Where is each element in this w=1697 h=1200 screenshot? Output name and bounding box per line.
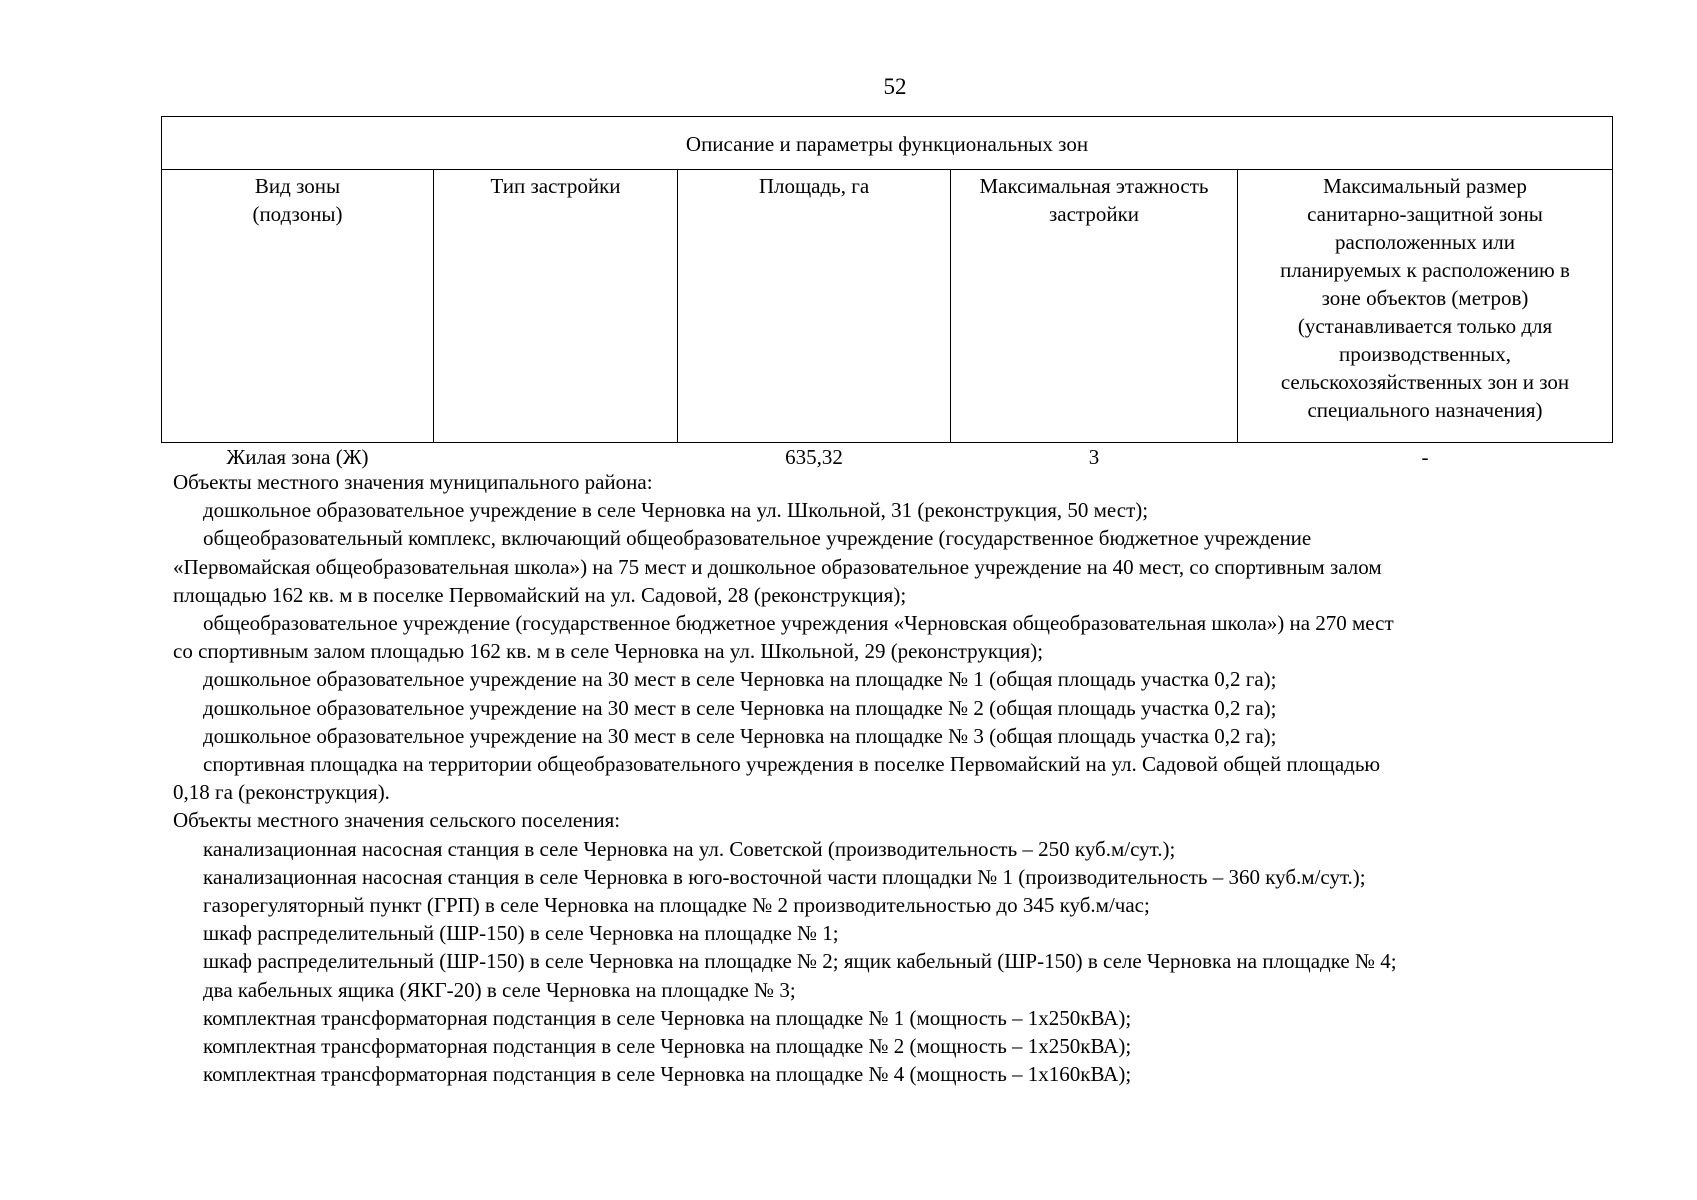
list-item: общеобразовательное учреждение (государственное бюджетное учреждения «Черновская общеобразовательная школа») на 270 мест	[203, 611, 1394, 636]
list-item: дошкольное образовательное учреждение на 30 мест в селе Черновка на площадке № 2 (общая площадь участка 0,2 га);	[203, 695, 1277, 720]
paragraph-line: площадью 162 кв. м в поселке Первомайский на ул. Садовой, 28 (реконструкция);	[173, 582, 907, 607]
list-item: комплектная трансформаторная подстанция в селе Черновка на площадке № 4 (мощность – 1х160кВА);	[203, 1062, 1132, 1087]
list-item: канализационная насосная станция в селе Черновка на ул. Советской (производительность – 250 куб.м/сут.);	[203, 836, 1176, 861]
objects-list	[173, 468, 1613, 1088]
cell-area: 635,32	[678, 443, 951, 472]
list-item: комплектная трансформаторная подстанция в селе Черновка на площадке № 2 (мощность – 1х250кВА);	[203, 1034, 1132, 1059]
paragraph-line: 0,18 га (реконструкция).	[173, 780, 390, 805]
page-number: 52	[883, 74, 907, 99]
list-item: общеобразовательный комплекс, включающий общеобразовательное учреждение (государственное бюджетное учреждение	[203, 526, 1312, 551]
column-header-zone-kind: Вид зоны (подзоны)	[162, 170, 434, 443]
list-item: дошкольное образовательное учреждение в селе Черновка на ул. Школьной, 31 (реконструкция, 50 мест);	[203, 498, 1149, 523]
table-row	[162, 443, 1613, 472]
paragraph-line: со спортивным залом площадью 162 кв. м в селе Черновка на ул. Школьной, 29 (реконструкция);	[173, 639, 1044, 664]
column-header-area: Площадь, га	[678, 170, 951, 443]
cell-floors: 3	[951, 443, 1238, 472]
paragraph-line: Объекты местного значения муниципального района:	[173, 470, 653, 494]
list-item: газорегуляторный пункт (ГРП) в селе Черновка на площадке № 2 производительностью до 345 куб.м/час;	[203, 893, 1150, 918]
list-item: комплектная трансформаторная подстанция в селе Черновка на площадке № 1 (мощность – 1х250кВА);	[203, 1005, 1132, 1030]
paragraph-line: «Первомайская общеобразовательная школа») на 75 мест и дошкольное образовательное учреждение на 40 мест, со спортивным залом	[173, 554, 1382, 579]
list-item: шкаф распределительный (ШР-150) в селе Черновка на площадке № 2; ящик кабельный (ШР-150) в селе Черновка на площадке № 4;	[203, 949, 1397, 974]
zone-parameters-table	[161, 116, 1613, 471]
cell-sanitary-zone: -	[1238, 443, 1613, 472]
table-caption: Описание и параметры функциональных зон	[162, 117, 1613, 170]
list-item: шкаф распределительный (ШР-150) в селе Черновка на площадке № 1;	[203, 921, 839, 946]
column-header-sanitary-zone: Максимальный размер санитарно-защитной зоны расположенных или планируемых к расположению в зоне объектов (метров) (устанавливается только для производственных, сельскохозяйственных зон и зон специального назначения)	[1238, 170, 1613, 443]
list-item: дошкольное образовательное учреждение на 30 мест в селе Черновка на площадке № 3 (общая площадь участка 0,2 га);	[203, 723, 1277, 748]
list-item: дошкольное образовательное учреждение на 30 мест в селе Черновка на площадке № 1 (общая площадь участка 0,2 га);	[203, 667, 1277, 692]
paragraph-line: Объекты местного значения сельского поселения:	[173, 808, 621, 833]
table-caption-row	[162, 117, 1613, 170]
column-header-max-floors: Максимальная этажность застройки	[951, 170, 1238, 443]
list-item: спортивная площадка на территории общеобразовательного учреждения в поселке Первомайский на ул. Садовой общей площадью	[203, 752, 1381, 777]
list-item: два кабельных ящика (ЯКГ-20) в селе Черновка на площадке № 3;	[203, 977, 796, 1002]
cell-zone: Жилая зона (Ж)	[162, 443, 434, 472]
cell-type	[434, 443, 678, 472]
column-header-building-type: Тип застройки	[434, 170, 678, 443]
list-item: канализационная насосная станция в селе Черновка в юго-восточной части площадки № 1 (производительность – 360 куб.м/сут.);	[203, 864, 1366, 889]
table-header-row	[162, 170, 1613, 443]
